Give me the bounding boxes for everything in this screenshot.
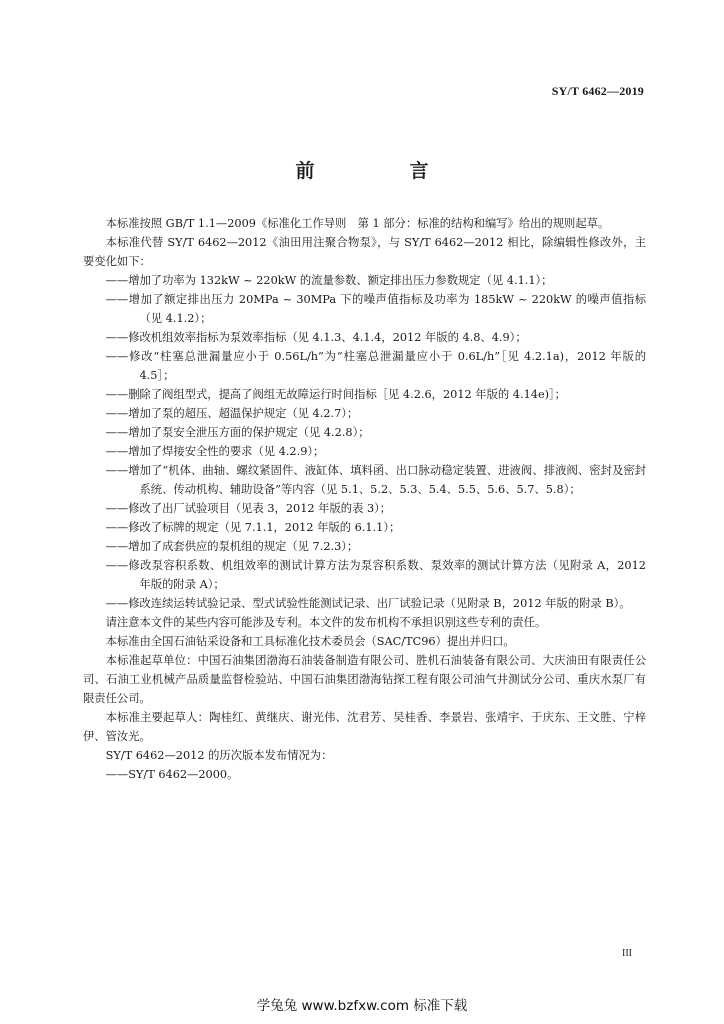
paragraph: 本标准按照 GB/T 1.1—2009《标准化工作导则 第 1 部分：标准的结构和编写》给出的规则起草。 bbox=[105, 217, 610, 230]
list-item: ——增加了额定排出压力 20MPa ~ 30MPa 下的噪声值指标及功率为 185kW ~ 220kW 的噪声值指标（见 4.1.2）； bbox=[105, 293, 646, 325]
paragraph: 本标准由全国石油钻采设备和工具标准化技术委员会（SAC/TC96）提出并归口。 bbox=[105, 635, 515, 648]
list-item: ——增加了焊接安全性的要求（见 4.2.9）； bbox=[105, 445, 325, 458]
page-title: 前 言 bbox=[295, 160, 467, 182]
paragraph: 本标准代替 SY/T 6462—2012《油田用注聚合物泵》，与 SY/T 6462—2012 相比，除编辑性修改外，主要变化如下： bbox=[83, 236, 646, 268]
list-item: ——增加了泵安全泄压方面的保护规定（见 4.2.8）； bbox=[105, 426, 370, 439]
list-item: ——修改了出厂试验项目（见表 3，2012 年版的表 3）； bbox=[105, 502, 392, 515]
list-item: ——增加了成套供应的泵机组的规定（见 7.2.3）； bbox=[105, 540, 359, 553]
paragraph: SY/T 6462—2012 的历次版本发布情况为： bbox=[105, 749, 333, 762]
foreword-body bbox=[83, 214, 646, 784]
list-item: ——修改了标牌的规定（见 7.1.1，2012 年版的 6.1.1）； bbox=[105, 521, 401, 534]
paragraph: 本标准主要起草人：陶桂红、黄继庆、谢光伟、沈君芳、吴桂香、李景岩、张靖宇、于庆东、王文胜、宁梓伊、管汝光。 bbox=[83, 711, 646, 743]
list-item: ——删除了阀组型式，提高了阀组无故障运行时间指标［见 4.2.6，2012 年版的 4.14e)］； bbox=[105, 388, 566, 401]
list-item: ——修改“柱塞总泄漏量应小于 0.56L/h”为“柱塞总泄漏量应小于 0.6L/h”［见 4.2.1a)，2012 年版的 4.5］； bbox=[105, 350, 646, 382]
list-item: ——增加了泵的超压、超温保护规定（见 4.2.7）； bbox=[105, 407, 359, 420]
list-item: ——修改连续运转试验记录、型式试验性能测试记录、出厂试验记录（见附录 B，2012 年版的附录 B）。 bbox=[105, 597, 631, 610]
list-item: ——增加了“机体、曲轴、螺纹紧固件、液缸体、填料函、出口脉动稳定装置、进液阀、排液阀、密封及密封系统、传动机构、辅助设备”等内容（见 5.1、5.2、5.3、5.4、5.5、5.6、5.7、5.8）； bbox=[105, 464, 646, 496]
list-item: ——修改机组效率指标为泵效率指标（见 4.1.3、4.1.4，2012 年版的 4.8、4.9）； bbox=[105, 331, 527, 344]
history-item: ——SY/T 6462—2000。 bbox=[105, 768, 239, 781]
changes-list bbox=[83, 271, 646, 613]
list-item: ——增加了功率为 132kW ~ 220kW 的流量参数、额定排出压力参数规定（见 4.1.1）； bbox=[105, 274, 553, 287]
page-number: III bbox=[622, 948, 632, 959]
paragraph: 请注意本文件的某些内容可能涉及专利。本文件的发布机构不承担识别这些专利的责任。 bbox=[105, 616, 547, 629]
standard-number: SY/T 6462—2019 bbox=[551, 84, 644, 98]
footer-watermark: 学兔兔 www.bzfxw.com 标准下载 bbox=[256, 998, 468, 1014]
list-item: ——修改泵容积系数、机组效率的测试计算方法为泵容积系数、泵效率的测试计算方法（见附录 A，2012 年版的附录 A）； bbox=[105, 559, 646, 591]
paragraph: 本标准起草单位：中国石油集团渤海石油装备制造有限公司、胜机石油装备有限公司、大庆油田有限责任公司、石油工业机械产品质量监督检验站、中国石油集团渤海钻探工程有限公司油气井测试分公司、重庆水泵厂有限责任公司。 bbox=[83, 654, 646, 705]
